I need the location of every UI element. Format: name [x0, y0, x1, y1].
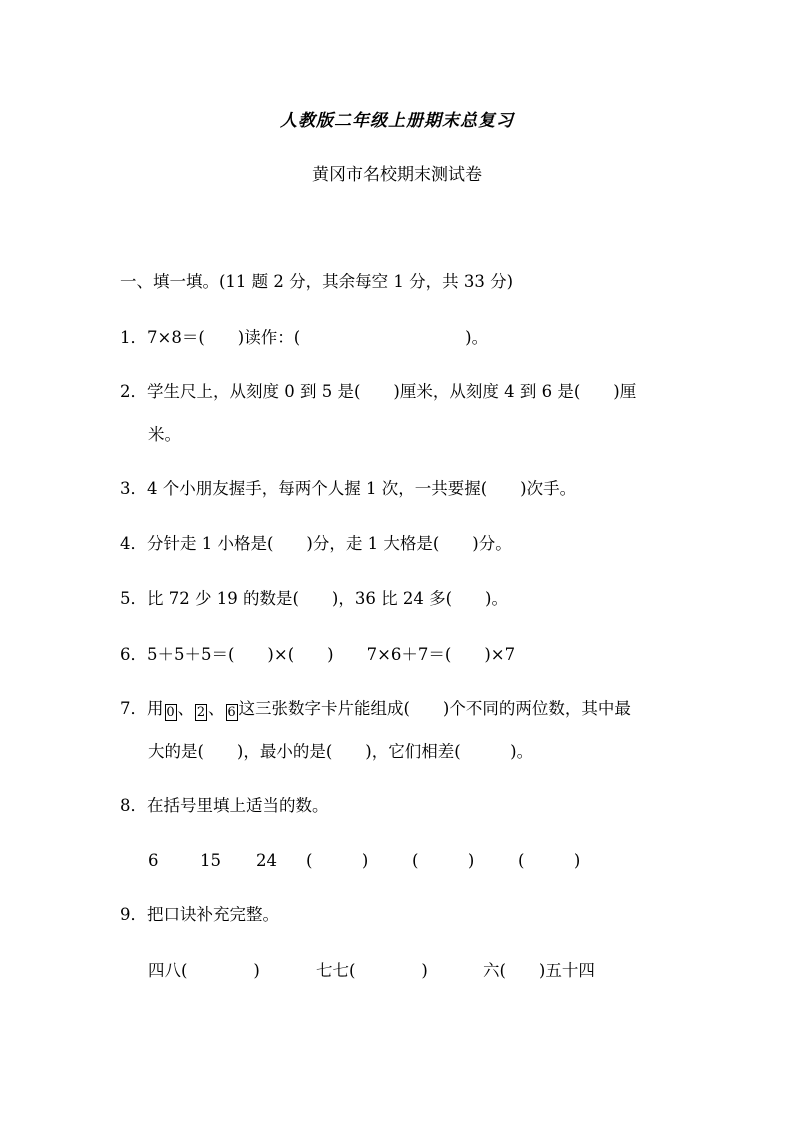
- question-7: [120, 698, 631, 721]
- number-card-2: 2: [196, 705, 206, 720]
- number-card-6: 6: [227, 705, 236, 720]
- sequence-item: 6: [148, 851, 159, 870]
- page-title: 人教版二年级上册期末总复习: [280, 111, 514, 131]
- question-1: 1．7×8＝( )读作：( )。: [120, 328, 489, 347]
- question-5: 5．比 72 少 19 的数是( )，36 比 24 多( )。: [120, 589, 508, 608]
- sequence-blank: ( ): [412, 851, 475, 870]
- rhyme-item: 六( )五十四: [483, 961, 595, 980]
- question-8: 8．在括号里填上适当的数。: [120, 796, 329, 815]
- question-7-continued: 大的是( )，最小的是( )，它们相差( )。: [148, 742, 534, 761]
- question-7-suffix: 这三张数字卡片能组成( )个不同的两位数，其中最: [238, 699, 631, 718]
- question-4: 4．分针走 1 小格是( )分，走 1 大格是( )分。: [120, 534, 512, 553]
- question-3: 3．4 个小朋友握手，每两个人握 1 次，一共要握( )次手。: [120, 479, 577, 498]
- section-heading: 一、填一填。(11 题 2 分，其余每空 1 分，共 33 分): [120, 272, 514, 291]
- question-9: 9．把口诀补充完整。: [120, 905, 279, 924]
- rhyme-item: 七七( ): [316, 961, 428, 980]
- sequence-item: 15: [200, 851, 221, 870]
- page-subtitle: 黄冈市名校期末测试卷: [312, 165, 482, 185]
- number-sequence: [148, 850, 598, 872]
- question-7-prefix: 7．用: [120, 699, 164, 718]
- rhyme-item: 四八( ): [148, 961, 260, 980]
- multiplication-rhymes: [148, 960, 595, 982]
- question-2-continued: 米。: [148, 425, 181, 444]
- card-separator: 、: [208, 699, 225, 718]
- number-card-0: 0: [166, 705, 175, 720]
- sequence-blank: ( ): [306, 851, 369, 870]
- card-separator: 、: [177, 699, 194, 718]
- sequence-item: 24: [256, 851, 277, 870]
- question-2: 2．学生尺上，从刻度 0 到 5 是( )厘米，从刻度 4 到 6 是( )厘: [120, 382, 637, 401]
- sequence-blank: ( ): [518, 851, 581, 870]
- question-6: 6．5＋5＋5＝( )×( ) 7×6＋7＝( )×7: [120, 645, 516, 664]
